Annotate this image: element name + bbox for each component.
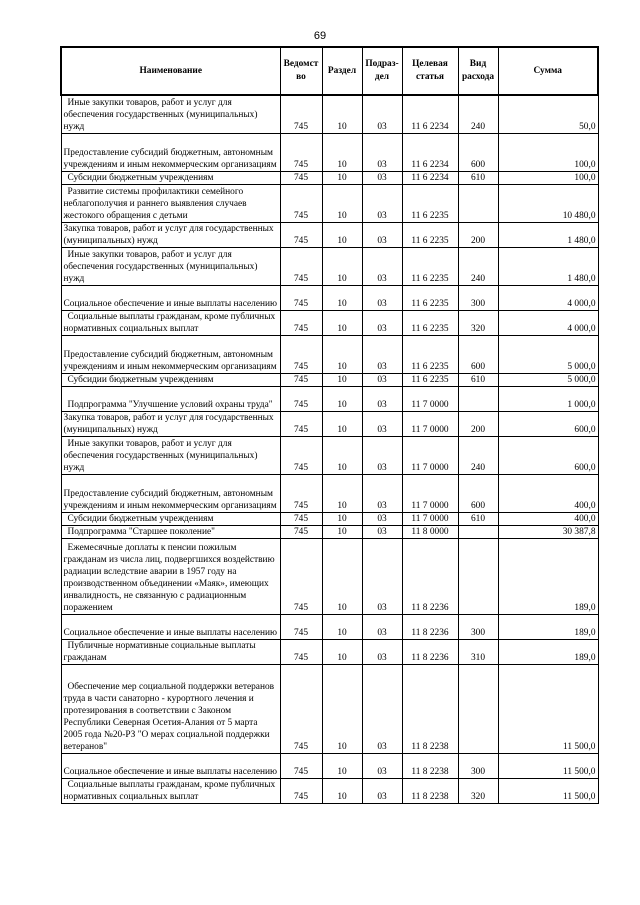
cell-target: 11 8 2236 [402, 639, 458, 664]
cell-section: 10 [322, 411, 362, 436]
cell-subsection: 03 [362, 778, 402, 803]
cell-subsection: 03 [362, 335, 402, 373]
cell-dept: 745 [280, 373, 322, 386]
cell-section: 10 [322, 184, 362, 222]
cell-expense: 200 [458, 222, 498, 247]
cell-expense: 600 [458, 474, 498, 512]
cell-name [61, 386, 280, 411]
cell-expense [458, 525, 498, 538]
cell-expense: 200 [458, 411, 498, 436]
cell-target: 11 6 2235 [402, 247, 458, 285]
header-section: Раздел [322, 47, 362, 95]
cell-sum: 1 480,0 [498, 247, 598, 285]
cell-section: 10 [322, 753, 362, 778]
table-row [61, 778, 598, 803]
cell-target: 11 6 2234 [402, 95, 458, 133]
cell-name-text: Иные закупки товаров, работ и услуг для обеспечения государственных (муниципальных) нужд [63, 97, 258, 132]
cell-sum: 189,0 [498, 614, 598, 639]
cell-target: 11 6 2235 [402, 285, 458, 310]
table-row [61, 95, 598, 133]
cell-dept: 745 [280, 474, 322, 512]
cell-name-text: Предоставление субсидий бюджетным, автономным учреждениям и иным некоммерческим организациям [63, 488, 277, 511]
cell-section: 10 [322, 310, 362, 335]
cell-expense: 240 [458, 95, 498, 133]
cell-subsection: 03 [362, 436, 402, 474]
cell-target: 11 6 2235 [402, 335, 458, 373]
cell-sum: 5 000,0 [498, 373, 598, 386]
cell-subsection: 03 [362, 171, 402, 184]
cell-expense: 610 [458, 171, 498, 184]
cell-subsection: 03 [362, 95, 402, 133]
cell-subsection: 03 [362, 184, 402, 222]
table-row [61, 171, 598, 184]
table-row [61, 753, 598, 778]
table-row [61, 184, 598, 222]
cell-target: 11 7 0000 [402, 386, 458, 411]
cell-target: 11 8 2236 [402, 538, 458, 614]
cell-expense [458, 538, 498, 614]
cell-dept: 745 [280, 436, 322, 474]
table-row [61, 285, 598, 310]
cell-target: 11 6 2235 [402, 373, 458, 386]
cell-section: 10 [322, 335, 362, 373]
table-body [61, 95, 598, 803]
cell-subsection: 03 [362, 373, 402, 386]
table-row [61, 474, 598, 512]
cell-expense: 300 [458, 614, 498, 639]
cell-subsection: 03 [362, 310, 402, 335]
cell-subsection: 03 [362, 247, 402, 285]
budget-table [60, 46, 599, 804]
cell-name-text: Субсидии бюджетным учреждениям [67, 172, 214, 183]
header-subsection: Подраз- дел [362, 47, 402, 95]
cell-name [61, 184, 280, 222]
table-row [61, 222, 598, 247]
cell-expense: 240 [458, 247, 498, 285]
cell-name-text: Социальное обеспечение и иные выплаты населению [63, 766, 278, 777]
cell-target: 11 7 0000 [402, 411, 458, 436]
header-target: Целевая статья [402, 47, 458, 95]
cell-subsection: 03 [362, 386, 402, 411]
cell-name-text: Публичные нормативные социальные выплаты гражданам [63, 640, 256, 663]
cell-subsection: 03 [362, 512, 402, 525]
table-row [61, 411, 598, 436]
cell-sum: 400,0 [498, 474, 598, 512]
cell-sum: 11 500,0 [498, 753, 598, 778]
header-expense: Вид расхода [458, 47, 498, 95]
cell-target: 11 8 0000 [402, 525, 458, 538]
cell-target: 11 7 0000 [402, 512, 458, 525]
table-row [61, 373, 598, 386]
cell-name-text: Субсидии бюджетным учреждениям [67, 374, 214, 385]
cell-name-text: Иные закупки товаров, работ и услуг для обеспечения государственных (муниципальных) нужд [63, 438, 258, 473]
table-row [61, 436, 598, 474]
cell-sum: 50,0 [498, 95, 598, 133]
cell-sum: 5 000,0 [498, 335, 598, 373]
cell-section: 10 [322, 133, 362, 171]
cell-section: 10 [322, 664, 362, 753]
cell-expense [458, 664, 498, 753]
cell-subsection: 03 [362, 222, 402, 247]
cell-section: 10 [322, 474, 362, 512]
cell-subsection: 03 [362, 664, 402, 753]
cell-name-text: Закупка товаров, работ и услуг для государственных (муниципальных) нужд [63, 412, 274, 435]
cell-name-text: Социальное обеспечение и иные выплаты населению [63, 627, 278, 638]
cell-dept: 745 [280, 386, 322, 411]
cell-name [61, 538, 280, 614]
cell-section: 10 [322, 247, 362, 285]
cell-name [61, 525, 280, 538]
cell-section: 10 [322, 222, 362, 247]
table-row [61, 664, 598, 753]
cell-dept: 745 [280, 778, 322, 803]
cell-name-text: Предоставление субсидий бюджетным, автономным учреждениям и иным некоммерческим организациям [63, 349, 277, 372]
cell-name [61, 222, 280, 247]
cell-name [61, 778, 280, 803]
cell-name-text: Закупка товаров, работ и услуг для государственных (муниципальных) нужд [63, 223, 274, 246]
cell-expense: 310 [458, 639, 498, 664]
table-row [61, 386, 598, 411]
cell-section: 10 [322, 171, 362, 184]
cell-sum: 100,0 [498, 171, 598, 184]
cell-section: 10 [322, 95, 362, 133]
cell-name-text: Развитие системы профилактики семейного неблагополучия и раннего выявления случаев жестокого обращения с детьми [63, 186, 247, 221]
cell-name-text: Подпрограмма "Улучшение условий охраны труда" [67, 399, 273, 410]
cell-name [61, 664, 280, 753]
cell-subsection: 03 [362, 411, 402, 436]
cell-name [61, 411, 280, 436]
cell-subsection: 03 [362, 285, 402, 310]
cell-sum: 1 000,0 [498, 386, 598, 411]
cell-name [61, 310, 280, 335]
cell-target: 11 8 2236 [402, 614, 458, 639]
cell-name [61, 95, 280, 133]
cell-name-text: Социальные выплаты гражданам, кроме публичных нормативных социальных выплат [63, 311, 276, 334]
cell-target: 11 7 0000 [402, 436, 458, 474]
cell-dept: 745 [280, 247, 322, 285]
cell-sum: 600,0 [498, 411, 598, 436]
cell-dept: 745 [280, 285, 322, 310]
cell-subsection: 03 [362, 614, 402, 639]
cell-name [61, 171, 280, 184]
cell-sum: 11 500,0 [498, 778, 598, 803]
cell-expense: 320 [458, 310, 498, 335]
cell-sum: 4 000,0 [498, 310, 598, 335]
cell-target: 11 6 2235 [402, 222, 458, 247]
cell-dept: 745 [280, 171, 322, 184]
cell-name [61, 285, 280, 310]
cell-name [61, 639, 280, 664]
cell-name [61, 753, 280, 778]
cell-target: 11 6 2234 [402, 133, 458, 171]
cell-subsection: 03 [362, 753, 402, 778]
cell-dept: 745 [280, 753, 322, 778]
table-row [61, 310, 598, 335]
cell-dept: 745 [280, 525, 322, 538]
cell-expense: 300 [458, 753, 498, 778]
cell-name [61, 436, 280, 474]
table-header-row [61, 47, 598, 95]
cell-name-text: Социальное обеспечение и иные выплаты населению [63, 298, 278, 309]
cell-expense: 610 [458, 373, 498, 386]
cell-section: 10 [322, 538, 362, 614]
table-row [61, 639, 598, 664]
cell-sum: 100,0 [498, 133, 598, 171]
cell-subsection: 03 [362, 525, 402, 538]
cell-section: 10 [322, 778, 362, 803]
cell-name [61, 614, 280, 639]
cell-section: 10 [322, 436, 362, 474]
cell-dept: 745 [280, 614, 322, 639]
cell-section: 10 [322, 525, 362, 538]
table-row [61, 525, 598, 538]
cell-expense: 600 [458, 133, 498, 171]
cell-dept: 745 [280, 512, 322, 525]
cell-dept: 745 [280, 95, 322, 133]
cell-name-text: Иные закупки товаров, работ и услуг для обеспечения государственных (муниципальных) нужд [63, 249, 258, 284]
cell-expense [458, 386, 498, 411]
cell-dept: 745 [280, 664, 322, 753]
cell-expense: 300 [458, 285, 498, 310]
cell-dept: 745 [280, 222, 322, 247]
cell-subsection: 03 [362, 639, 402, 664]
cell-section: 10 [322, 614, 362, 639]
cell-target: 11 6 2235 [402, 184, 458, 222]
cell-name [61, 335, 280, 373]
header-sum: Сумма [498, 47, 598, 95]
cell-sum: 600,0 [498, 436, 598, 474]
cell-expense [458, 184, 498, 222]
cell-sum: 11 500,0 [498, 664, 598, 753]
cell-name [61, 373, 280, 386]
cell-target: 11 6 2234 [402, 171, 458, 184]
cell-name-text: Подпрограмма "Старшее поколение" [67, 526, 215, 537]
cell-target: 11 8 2238 [402, 778, 458, 803]
cell-target: 11 8 2238 [402, 664, 458, 753]
cell-name [61, 474, 280, 512]
cell-dept: 745 [280, 538, 322, 614]
cell-section: 10 [322, 386, 362, 411]
cell-name [61, 133, 280, 171]
cell-dept: 745 [280, 184, 322, 222]
cell-subsection: 03 [362, 538, 402, 614]
cell-sum: 189,0 [498, 538, 598, 614]
cell-sum: 10 480,0 [498, 184, 598, 222]
cell-dept: 745 [280, 310, 322, 335]
cell-expense: 600 [458, 335, 498, 373]
cell-subsection: 03 [362, 474, 402, 512]
cell-target: 11 8 2238 [402, 753, 458, 778]
cell-sum: 400,0 [498, 512, 598, 525]
cell-section: 10 [322, 285, 362, 310]
cell-dept: 745 [280, 411, 322, 436]
table-row [61, 614, 598, 639]
cell-sum: 4 000,0 [498, 285, 598, 310]
cell-section: 10 [322, 512, 362, 525]
cell-name-text: Предоставление субсидий бюджетным, автономным учреждениям и иным некоммерческим организациям [63, 147, 277, 170]
cell-expense: 240 [458, 436, 498, 474]
cell-dept: 745 [280, 639, 322, 664]
cell-sum: 1 480,0 [498, 222, 598, 247]
cell-name [61, 247, 280, 285]
cell-expense: 320 [458, 778, 498, 803]
cell-section: 10 [322, 639, 362, 664]
header-name: Наименование [61, 47, 280, 95]
cell-name-text: Ежемесячные доплаты к пенсии пожилым гражданам из числа лиц, подвергшихся воздействию радиации вследствие аварии в 1957 году на производственном объединении «Маяк», имеющих инвалидность, не связанную с радиационным поражением [63, 542, 275, 613]
cell-subsection: 03 [362, 133, 402, 171]
table-row [61, 538, 598, 614]
page-number: 69 [313, 30, 327, 42]
cell-name-text: Обеспечение мер социальной поддержки ветеранов труда в части санаторно - курортного лечения и протезирования в соответствии с Законом Республики Северная Осетия-Алания от 5 марта 2005 года №20-РЗ "О мерах социальной поддержки ветеранов" [63, 681, 275, 752]
table-row [61, 335, 598, 373]
cell-name-text: Субсидии бюджетным учреждениям [67, 513, 214, 524]
cell-name [61, 512, 280, 525]
table-row [61, 512, 598, 525]
cell-section: 10 [322, 373, 362, 386]
table-row [61, 133, 598, 171]
table-row [61, 247, 598, 285]
cell-dept: 745 [280, 335, 322, 373]
cell-sum: 189,0 [498, 639, 598, 664]
header-dept: Ведомст во [280, 47, 322, 95]
cell-sum: 30 387,8 [498, 525, 598, 538]
cell-dept: 745 [280, 133, 322, 171]
cell-target: 11 7 0000 [402, 474, 458, 512]
cell-name-text: Социальные выплаты гражданам, кроме публичных нормативных социальных выплат [63, 779, 276, 802]
cell-target: 11 6 2235 [402, 310, 458, 335]
cell-expense: 610 [458, 512, 498, 525]
